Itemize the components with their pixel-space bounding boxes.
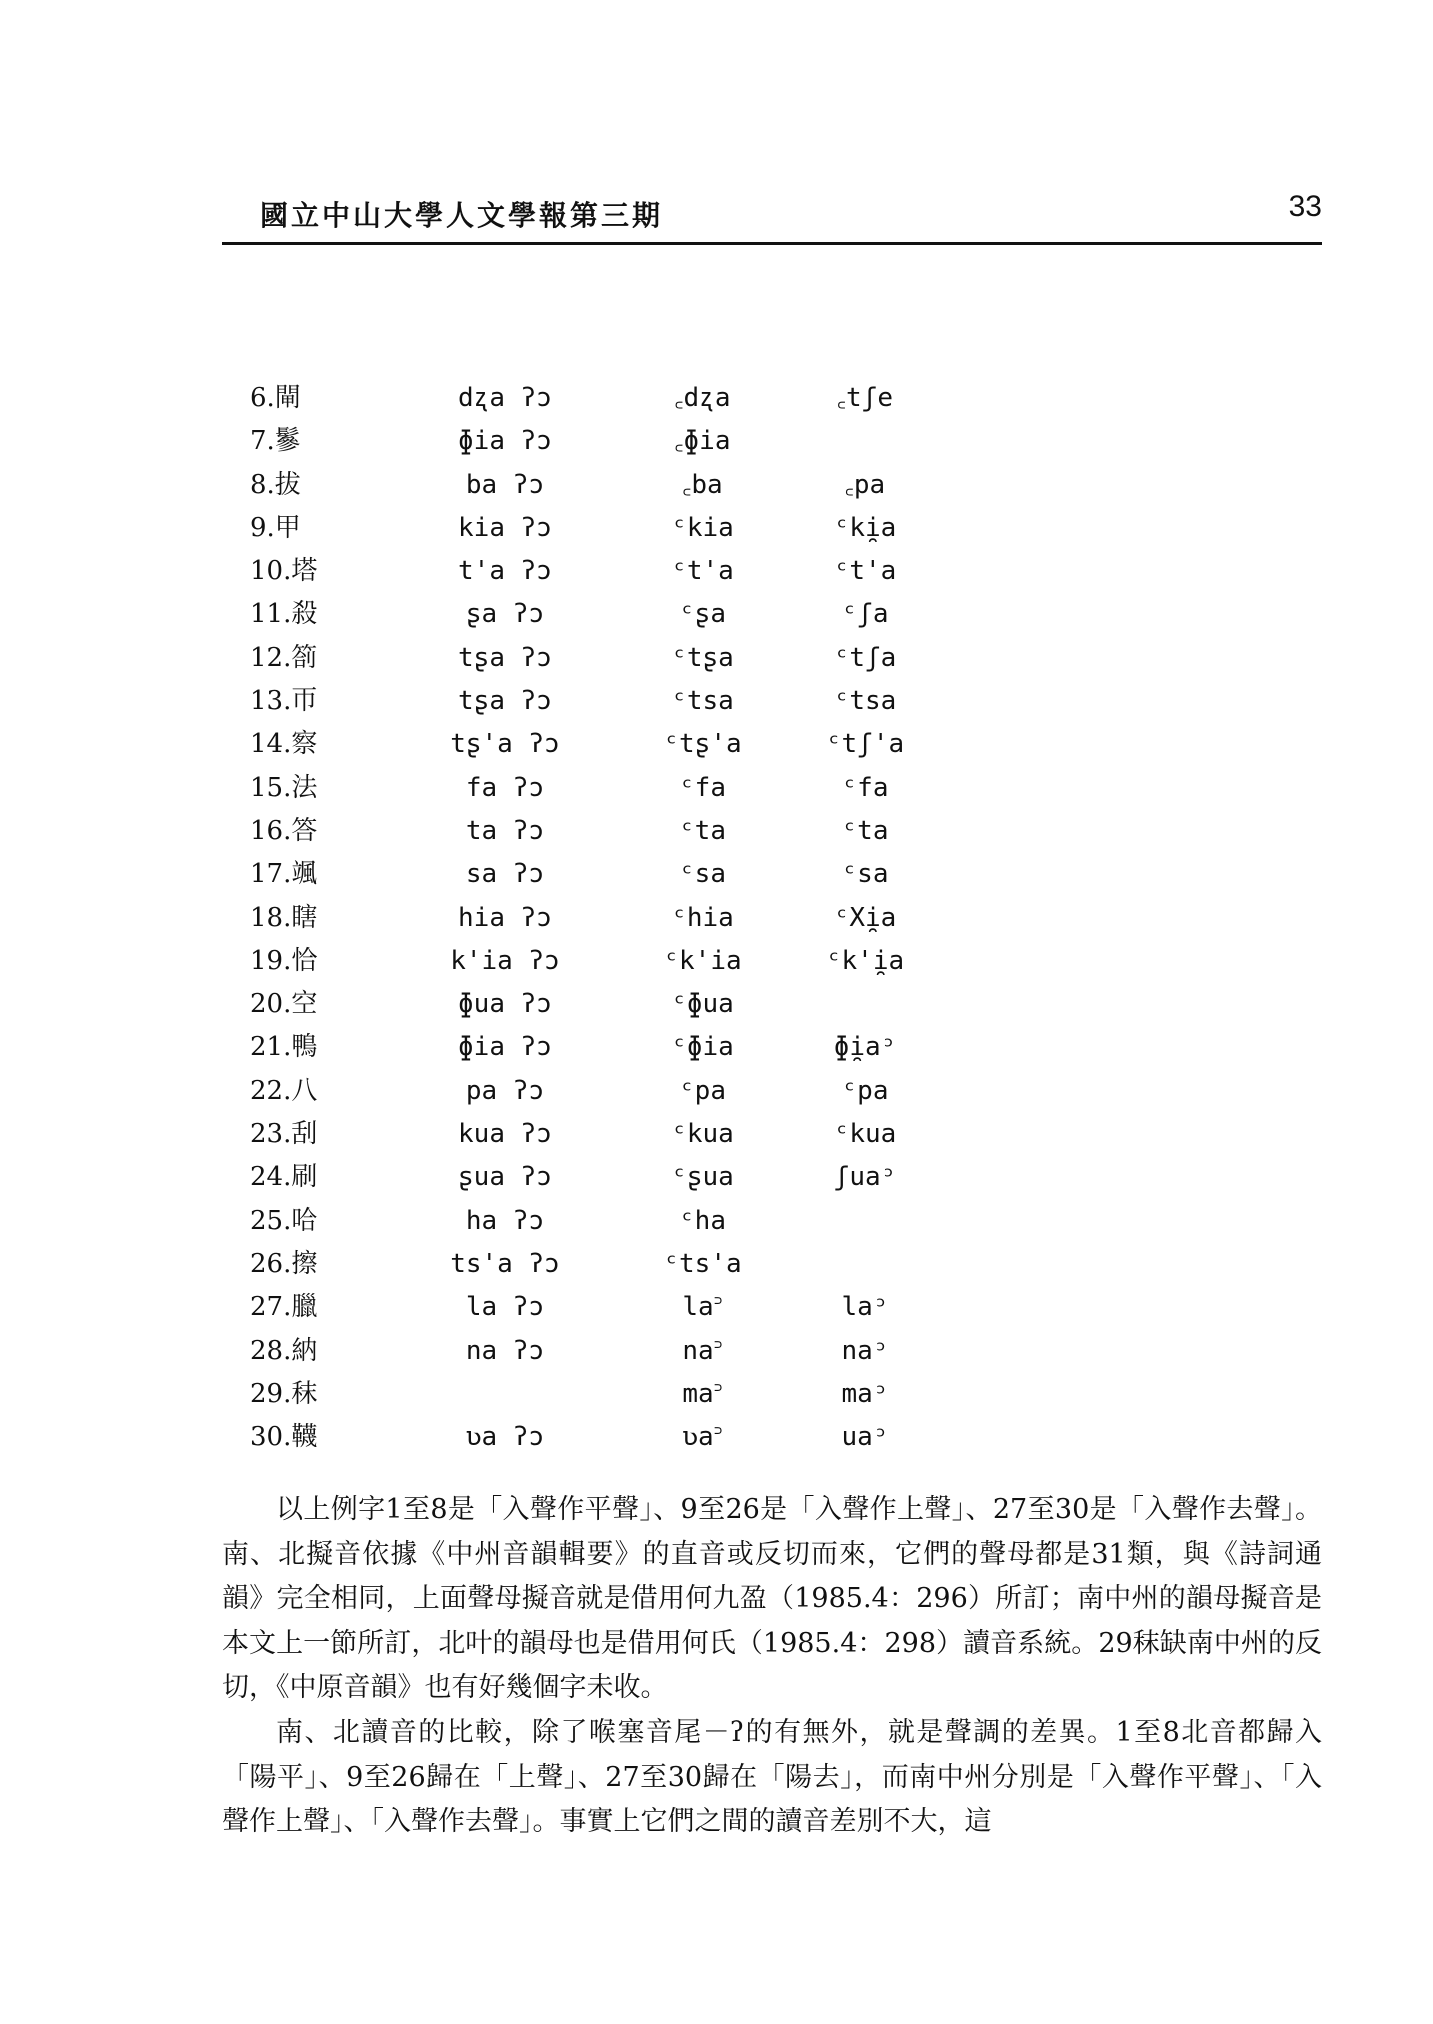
table-row [250,1070,935,1113]
pronunciation-table-body [250,377,935,1459]
table-row [250,1373,935,1416]
body-text [222,1488,1322,1845]
table-cell-item: 24.刷 [250,1162,318,1193]
table-cell-c2: ᶜta [679,815,726,846]
table-row [250,1243,935,1286]
table-cell-c1: ɸua ʔɔ [458,989,552,1020]
table-cell-c2: ꜀ba [682,469,723,500]
table-row [250,1113,935,1156]
table-cell-item: 22.八 [250,1075,318,1106]
table-cell-c3 [795,1243,935,1286]
table-cell-item: 26.擦 [250,1248,318,1279]
table-cell-c2: ᶜʂa [679,599,726,630]
table-cell-c2: ʋa꜄ [682,1422,723,1453]
table-cell-item: 11.殺 [250,599,318,630]
table-cell-c3: ᶜfa [841,772,889,803]
table-cell-c2: ᶜfa [679,772,726,803]
table-cell-item: 28.納 [250,1335,318,1366]
paragraph: 南、北讀音的比較，除了喉塞音尾－ʔ的有無外，就是聲調的差異。1至8北音都歸入「陽平」、9至26歸在「上聲」、27至30歸在「陽去」，而南中州分別是「入聲作平聲」、「入聲作上聲」、「入聲作去聲」。事實上它們之間的讀音差別不大，這 [222,1716,1322,1838]
table-cell-c1: kua ʔɔ [458,1119,552,1150]
table-cell-c1: la ʔɔ [465,1292,545,1323]
table-cell-item: 7.鬖 [250,426,301,457]
table-cell-c2: ᶜpa [679,1075,726,1106]
table-cell-c2: ᶜtsa [671,686,734,717]
table-cell-item: 21.鴨 [250,1032,318,1063]
table-row [250,550,935,593]
table-cell-c2: ᶜhia [671,902,734,933]
table-row [250,1330,935,1373]
running-header [222,190,1322,245]
table-cell-c3: ᶜʃa [841,599,889,630]
table-cell-c1: tʂa ʔɔ [458,642,552,673]
table-cell-c2: ma꜄ [682,1378,723,1409]
table-cell-c2: ᶜkia [671,512,734,543]
table-cell-c2: ᶜha [679,1205,726,1236]
table-cell-c2: ᶜsa [679,859,726,890]
table-row [250,593,935,636]
journal-title: 國立中山大學人文學報第三期 [260,199,664,232]
table-cell-c1: ts'a ʔɔ [450,1248,560,1279]
table-cell-c3: ᶜpa [841,1075,889,1106]
table-cell-c1: ba ʔɔ [465,469,545,500]
table-cell-c3: ʃuaᵓ [833,1162,897,1193]
table-cell-item: 8.拔 [250,469,301,500]
table-cell-c2: ᶜtʂa [671,642,734,673]
table-cell-c2: ᶜkua [671,1119,734,1150]
table-cell-c2: ᶜt'a [671,556,734,587]
table-cell-item: 16.答 [250,815,318,846]
table-cell-item: 19.恰 [250,945,318,976]
table-cell-c3: ɸi̯aᵓ [833,1032,897,1063]
table-cell-c1: kia ʔɔ [458,512,552,543]
table-cell-item: 12.箚 [250,642,318,673]
table-cell-c3: ᶜkua [833,1119,897,1150]
table-cell-c1: ʋa ʔɔ [465,1422,545,1453]
table-row [250,1026,935,1069]
table-row [250,680,935,723]
table-cell-c3 [795,420,935,463]
table-row [250,983,935,1026]
table-cell-item: 17.颯 [250,859,318,890]
table-row [250,940,935,983]
table-cell-c3 [795,983,935,1026]
table-row [250,767,935,810]
table-cell-c2: la꜄ [682,1292,723,1323]
table-cell-c3: ᶜta [841,815,889,846]
table-cell-c1: ɸia ʔɔ [458,426,552,457]
table-cell-c2: ᶜɸua [671,989,734,1020]
table-cell-item: 29.秣 [250,1378,318,1409]
table-cell-c1: t'a ʔɔ [458,556,552,587]
paragraph: 以上例字1至8是「入聲作平聲」、9至26是「入聲作上聲」、27至30是「入聲作去聲」。南、北擬音依據《中州音韻輯要》的直音或反切而來，它們的聲母都是31類，與《詩詞通韻》完全相同，上面聲母擬音就是借用何九盈（1985.4：296）所訂；南中州的韻母擬音是本文上一節所訂，北叶的韻母也是借用何氏（1985.4：298）讀音系統。29秣缺南中州的反切，《中原音韻》也有好幾個字未收。 [222,1494,1322,1704]
table-cell-c3: ꜀tʃe [837,383,893,413]
table-cell-item: 13.帀 [250,686,318,717]
table-cell-c1: tʂa ʔɔ [458,686,552,717]
table-cell-c3: ꜀pa [844,469,886,500]
table-cell-c2: ᶜʂua [671,1162,734,1193]
table-cell-c3: maᵓ [841,1378,889,1409]
table-cell-c1: k'ia ʔɔ [450,945,560,976]
table-row [250,810,935,853]
table-cell-c1: ɸia ʔɔ [458,1032,552,1063]
table-cell-item: 9.甲 [250,512,301,543]
table-cell-item: 20.空 [250,989,318,1020]
table-cell-c1: ʂua ʔɔ [458,1162,552,1193]
table-cell-item: 18.瞎 [250,902,318,933]
pronunciation-table [250,377,935,1459]
table-cell-item: 10.塔 [250,556,318,587]
table-row [250,853,935,896]
table-cell-item: 14.察 [250,729,318,760]
table-cell-c1: dʐa ʔɔ [458,383,552,413]
table-cell-c3: ᶜXi̯a [833,902,897,933]
table-row [250,1416,935,1459]
table-cell-item: 27.臘 [250,1292,318,1323]
table-row [250,897,935,940]
table-row [250,723,935,766]
table-cell-item: 23.刮 [250,1119,318,1150]
table-row [250,377,935,420]
table-cell-c3: ᶜtʃ'a [825,729,905,760]
table-cell-c1: ʂa ʔɔ [465,599,545,630]
table-cell-c2: ꜀ɸia [674,426,731,457]
table-cell-c2: ᶜk'ia [663,945,742,976]
table-row [250,507,935,550]
table-cell-c2: ᶜtʂ'a [663,729,742,760]
table-cell-c3: ᶜki̯a [833,512,897,543]
table-cell-c1: pa ʔɔ [465,1075,545,1106]
table-cell-c1: ta ʔɔ [465,815,545,846]
table-cell-c1: tʂ'a ʔɔ [450,729,560,760]
table-cell-c2: ꜀dʐa [674,383,731,413]
table-row [250,1200,935,1243]
table-row [250,420,935,463]
table-cell-c1 [400,1373,610,1416]
table-cell-c1: fa ʔɔ [465,772,545,803]
table-row [250,464,935,507]
table-cell-c3: ᶜk'i̯a [825,945,905,976]
table-cell-c2: na꜄ [682,1335,723,1366]
table-cell-item: 25.哈 [250,1205,318,1236]
table-cell-c3: ᶜtʃa [833,642,897,673]
table-cell-c2: ᶜɸia [671,1032,734,1063]
table-row [250,1286,935,1329]
page-number: 33 [1288,190,1322,223]
table-cell-c1: hia ʔɔ [458,902,552,933]
table-cell-c3: ᶜtsa [833,686,897,717]
table-cell-c1: ha ʔɔ [465,1205,545,1236]
table-cell-item: 15.法 [250,772,318,803]
table-cell-item: 30.韈 [250,1422,318,1453]
table-cell-c3: ᶜsa [841,859,889,890]
table-cell-c3: naᵓ [841,1335,889,1366]
table-row [250,637,935,680]
table-cell-item: 6.閘 [250,383,301,413]
table-cell-c2: ᶜts'a [663,1248,742,1279]
table-cell-c1: sa ʔɔ [465,859,545,890]
table-cell-c3: uaᵓ [841,1422,889,1453]
table-cell-c1: na ʔɔ [465,1335,545,1366]
table-row [250,1156,935,1199]
table-cell-c3: ᶜt'a [833,556,897,587]
table-cell-c3 [795,1200,935,1243]
table-cell-c3: laᵓ [841,1292,889,1323]
